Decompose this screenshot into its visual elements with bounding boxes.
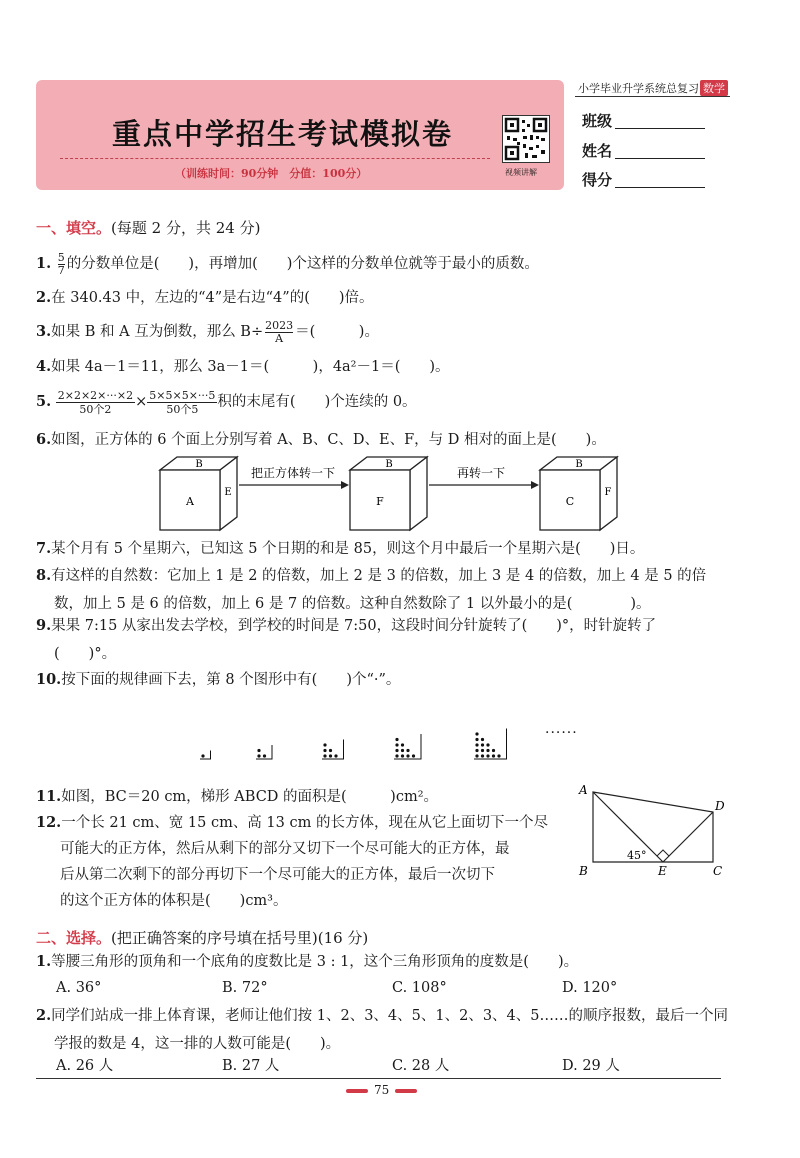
q5-brace-1-bottom: 50个2: [79, 402, 112, 416]
q11-number: 11.: [36, 788, 62, 805]
trap-label-d: D: [715, 799, 725, 813]
q3-frac-den: A: [275, 331, 284, 345]
dot-figure-4: [394, 734, 421, 759]
q3-fraction: [265, 320, 293, 345]
name-label: 姓名: [582, 142, 613, 160]
q11-text: 如图，BC＝20 cm，梯形 ABCD 的面积是( )cm²。: [61, 789, 439, 805]
q12-number: 12.: [36, 814, 62, 831]
question-1: [36, 250, 539, 278]
dot: [329, 754, 332, 757]
q4-number: 4.: [36, 358, 52, 375]
q4-text: 如果 4a－1＝11，那么 3a－1＝( )，4a²－1＝( )。: [51, 359, 450, 375]
q12-line-1: 一个长 21 cm、宽 15 cm、高 13 cm 的长方体，现在从它上面切下一个尽: [61, 815, 548, 831]
question-11: [36, 783, 438, 811]
question-2: [36, 284, 374, 312]
dot-pattern-figure: [195, 710, 595, 770]
section-2-title: 二、选择。: [36, 929, 112, 947]
dot: [395, 743, 398, 746]
section-1-title: 一、填空。: [36, 219, 112, 237]
question-12: [36, 810, 548, 914]
q5-brace-1-top: 2×2×2×···×2: [57, 388, 134, 402]
cube-1: [160, 457, 237, 530]
dot: [481, 754, 484, 757]
q10-text: 按下面的规律画下去，第 8 个图形中有( )个“·”。: [61, 672, 401, 688]
c2-line-1: 同学们站成一排上体育课，老师让他们按 1、2、3、4、5、1、2、3、4、5……的顺序报数，最后一个同: [51, 1008, 728, 1024]
dot: [486, 749, 489, 752]
page-number-left-dash: [346, 1089, 368, 1093]
dot: [481, 749, 484, 752]
dot: [201, 754, 204, 757]
section-1-heading: [36, 217, 260, 238]
q5-text: 积的末尾有( )个连续的 0。: [217, 394, 417, 410]
dot: [323, 749, 326, 752]
dot-figure-3: [322, 740, 344, 760]
subject-badge: 数学: [700, 80, 728, 96]
page-number: [340, 1083, 423, 1097]
cube1-front-label: A: [186, 495, 194, 508]
cube-3: [540, 457, 617, 530]
dot-frame: [474, 729, 507, 760]
dot-figure-2: [256, 745, 272, 759]
question-3: [36, 318, 379, 346]
score-label: 得分: [582, 171, 613, 189]
q2-number: 2.: [36, 289, 52, 306]
header-divider: [60, 158, 490, 159]
c1-option-c[interactable]: C. 108°: [392, 980, 447, 996]
q3-number: 3.: [36, 323, 52, 340]
dot: [475, 743, 478, 746]
c2-number: 2.: [36, 1007, 52, 1024]
series-divider: [575, 96, 730, 97]
cube1-side-label: E: [224, 487, 232, 498]
q1-text: 的分数单位是( )，再增加( )个这样的分数单位就等于最小的质数。: [66, 256, 539, 272]
question-9: [36, 612, 656, 668]
dot: [475, 754, 478, 757]
dot: [401, 754, 404, 757]
c2-option-b[interactable]: B. 27 人: [222, 1058, 280, 1074]
section-2-heading: [36, 927, 368, 948]
q12-line-3: 后从第二次剩下的部分再切下一个尽可能大的正方体，最后一次切下: [60, 867, 495, 883]
q5-brace-2: [147, 389, 217, 416]
q1-frac-den: 7: [57, 263, 65, 277]
trap-label-c: C: [713, 864, 723, 878]
q9-line-1: 果果 7:15 从家出发去学校，到学校的时间是 7:50，这段时间分针旋转了( )°，时针旋转了: [51, 618, 657, 634]
q1-fraction: [58, 252, 65, 277]
c1-option-a[interactable]: A. 36°: [56, 980, 102, 996]
dot: [401, 749, 404, 752]
header-subtitle: （训练时间：90分钟 分值：100分）: [175, 167, 368, 180]
dot: [257, 749, 260, 752]
question-6: [36, 426, 606, 454]
page-title: 重点中学招生考试模拟卷: [112, 117, 454, 151]
cube3-side-label: F: [604, 487, 612, 498]
dot: [406, 749, 409, 752]
q7-text: 某个月有 5 个星期六，已知这 5 个日期的和是 85，则这个月中最后一个星期六是( )日。: [51, 541, 645, 557]
dot: [475, 732, 478, 735]
q8-line-1: 有这样的自然数：它加上 1 是 2 的倍数，加上 2 是 3 的倍数，加上 3 是 4 的倍数，加上 4 是 5 的倍: [51, 568, 707, 584]
c1-option-d[interactable]: D. 120°: [562, 980, 618, 996]
cube2-front-label: F: [376, 495, 384, 508]
q12-line-4: 的这个正方体的体积是( )cm³。: [60, 893, 288, 909]
q1-number: 1.: [36, 255, 52, 272]
cube3-front-label: C: [565, 495, 575, 508]
q8-number: 8.: [36, 567, 52, 584]
dot-frame: [200, 751, 211, 760]
q3-frac-num: 2023: [265, 318, 294, 332]
q1-frac-num: 5: [57, 250, 65, 264]
q10-number: 10.: [36, 671, 62, 688]
q8-line-2: 数，加上 5 是 6 的倍数，加上 6 是 7 的倍数。这种自然数除了 1 以外最小的是( )。: [54, 596, 651, 612]
section-1-note: (每题 2 分，共 24 分): [111, 219, 261, 237]
dot: [334, 754, 337, 757]
dot: [481, 743, 484, 746]
section-2-note: (把正确答案的序号填在括号里)(16 分): [111, 929, 369, 947]
name-field[interactable]: [615, 158, 705, 159]
trap-label-e: E: [658, 864, 667, 878]
arrow-1: [239, 465, 349, 489]
trap-angle-label: 45°: [627, 849, 647, 862]
c2-option-c[interactable]: C. 28 人: [392, 1058, 450, 1074]
question-7: [36, 535, 644, 563]
cube1-top-label: B: [195, 459, 203, 470]
question-4: [36, 353, 450, 381]
dot: [475, 738, 478, 741]
dot: [497, 754, 500, 757]
question-8: [36, 562, 706, 618]
q2-text: 在 340.43 中，左边的“4”是右边“4”的( )倍。: [51, 290, 374, 306]
class-label: 班级: [582, 112, 613, 130]
c1-text: 等腰三角形的顶角和一个底角的度数比是 3 : 1，这个三角形顶角的度数是( )。: [51, 954, 579, 970]
choice-question-2: [36, 1002, 728, 1058]
series-label: 小学毕业升学系统总复习: [578, 82, 699, 95]
c1-option-b[interactable]: B. 72°: [222, 980, 268, 996]
dot: [486, 743, 489, 746]
choice-question-1: [36, 948, 578, 976]
q5-brace-2-bottom: 50个5: [166, 402, 199, 416]
dot: [401, 743, 404, 746]
q5-number: 5.: [36, 393, 52, 410]
footer-divider: [36, 1078, 721, 1079]
dot: [492, 754, 495, 757]
dot: [395, 738, 398, 741]
q3-text-a: 如果 B 和 A 互为倒数，那么 B÷: [51, 324, 264, 340]
dot: [329, 749, 332, 752]
cube-2: [350, 457, 427, 530]
c2-option-a[interactable]: A. 26 人: [56, 1058, 114, 1074]
dot: [395, 749, 398, 752]
dot-figure-1: [200, 751, 211, 760]
dot: [323, 754, 326, 757]
dot: [475, 749, 478, 752]
trapezoid-figure: [575, 780, 735, 880]
cube-rotation-figure: [155, 455, 625, 535]
trap-label-b: B: [579, 864, 588, 878]
question-10: [36, 666, 400, 694]
arrow-2: [429, 465, 539, 489]
qr-label: 视频讲解: [505, 168, 537, 177]
dot: [263, 754, 266, 757]
trap-label-a: A: [579, 783, 588, 797]
q7-number: 7.: [36, 540, 52, 557]
dot: [481, 738, 484, 741]
q9-number: 9.: [36, 617, 52, 634]
c1-number: 1.: [36, 953, 52, 970]
c2-line-2: 学报的数是 4，这一排的人数可能是( )。: [54, 1036, 341, 1052]
dot-pattern-ellipsis: ······: [545, 725, 578, 741]
q5-brace-2-top: 5×5×5×···5: [149, 388, 216, 402]
q5-brace-1: [56, 389, 135, 416]
class-field[interactable]: [615, 128, 705, 129]
dot: [406, 754, 409, 757]
dot: [486, 754, 489, 757]
q5-op: ×: [135, 394, 148, 410]
qr-code-icon[interactable]: [502, 115, 550, 163]
page-number-right-dash: [395, 1089, 417, 1093]
q12-line-2: 可能大的正方体，然后从剩下的部分又切下一个尽可能大的正方体，最: [60, 841, 510, 857]
q6-number: 6.: [36, 431, 52, 448]
arrow-1-label: 把正方体转一下: [250, 466, 336, 480]
c2-option-d[interactable]: D. 29 人: [562, 1058, 620, 1074]
dot-figure-5: [474, 729, 507, 760]
page-number-text: 75: [374, 1083, 390, 1097]
arrow-2-label: 再转一下: [456, 466, 506, 480]
dot: [395, 754, 398, 757]
q9-line-2: ( )°。: [54, 646, 117, 662]
dot: [412, 754, 415, 757]
score-field[interactable]: [615, 187, 705, 188]
dot: [492, 749, 495, 752]
dot: [323, 743, 326, 746]
cube2-top-label: B: [385, 459, 393, 470]
dot: [257, 754, 260, 757]
q3-text-b: ＝( )。: [295, 324, 379, 340]
question-5: [36, 388, 417, 416]
q6-text: 如图，正方体的 6 个面上分别写着 A、B、C、D、E、F，与 D 相对的面上是( )。: [51, 432, 606, 448]
cube3-top-label: B: [575, 459, 583, 470]
